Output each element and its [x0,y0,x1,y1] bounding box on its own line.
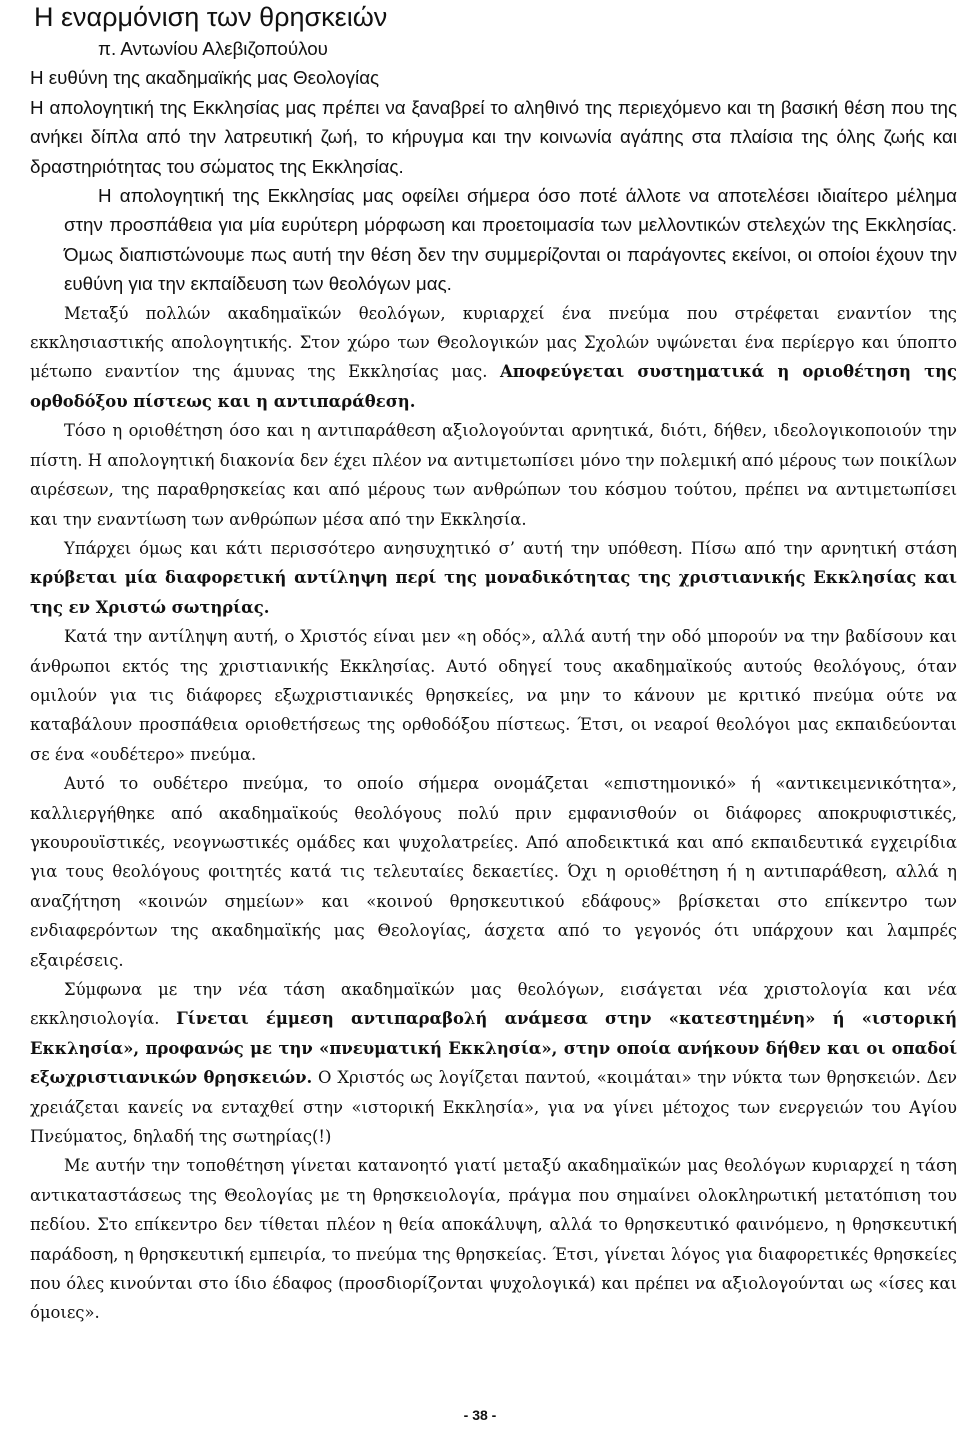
paragraph-8-bold: Γίνεται έμμεση αντιπαραβολή ανάμεσα στην «κατεστημένη» ή «ιστορική Εκκλησία», προφανώς με την «πνευματική Εκκλησία», στην οποία ανήκουν δήθεν και οι οπαδοί εξωχριστιανικών θρησκειών. [30,1009,957,1088]
paragraph-3-text: Μεταξύ πολλών ακαδημαϊκών θεολόγων, κυριαρχεί ένα πνεύμα που στρέφεται εναντίον της εκκλησιαστικής απολογητικής. Στον χώρο των Θεολογικών μας Σχολών υψώνεται ένα περίεργο και ύποπτο μέτωπο εναντίον της άμυνας της Εκκλησίας μας. [30,303,957,382]
paragraph-6: Κατά την αντίληψη αυτή, ο Χριστός είναι μεν «η οδός», αλλά αυτή την οδό μπορούν να την βαδίσουν και άνθρωποι εκτός της χριστιανικής Εκκλησίας. Αυτό οδηγεί τους ακαδημαϊκούς αυτούς θεολόγους, όταν ομιλούν για τις διάφορες εξωχριστιανικές θρησκείες, να μην το κάνουν με κριτικό πνεύμα ούτε να καταβάλουν προσπάθεια οριοθετήσεως της ορθοδόξου πίστεως. Έτσι, οι νεαροί θεολόγοι μας εκπαιδεύονται σε ένα «ουδέτερο» πνεύμα. [30,627,957,764]
paragraph-7: Αυτό το ουδέτερο πνεύμα, το οποίο σήμερα ονομάζεται «επιστημονικό» ή «αντικειμενικότητα», καλλιεργήθηκε από ακαδημαϊκούς θεολόγους πολύ πριν εμφανισθούν οι διάφορες αποκρυφιστικές, γκουρουϊστικές, νεογνωστικές ομάδες και ψυχολατρείες. Από αποδεικτικά και από εκπαιδευτικά εγχειρίδια για τους θεολόγους φοιτητές κατά τις τελευταίες δεκαετίες. Όχι η οριοθέτηση ή η αντιπαράθεση, αλλά η αναζήτηση «κοινών σημείων» και «κοινού θρησκευτικού εδάφους» βρίσκεται στο επίκεντρο των ενδιαφερόντων της ακαδημαϊκής μας Θεολογίας, άσχετα από το γεγονός ότι υπάρχουν και λαμπρές εξαιρέσεις. [30,774,957,970]
paragraph-9: Με αυτήν την τοποθέτηση γίνεται κατανοητό γιατί μεταξύ ακαδημαϊκών μας θεολόγων κυριαρχεί η τάση αντικαταστάσεως της Θεολογίας με τη θρησκειολογία, πράγμα που σημαίνει ολοκληρωτική μετατόπιση του πεδίου. Στο επίκεντρο δεν τίθεται πλέον η θεία αποκάλυψη, αλλά το θρησκευτικό φαινόμενο, η θρησκευτική παράδοση, η θρησκευτική εμπειρία, το πνεύμα της θρησκείας. Έτσι, γίνεται λόγος για διαφορετικές θρησκείες που όλες κινούνται στο ίδιο έδαφος (προσδιορίζονται ψυχολογικά) και πρέπει να αξιολογούνται ως «ίσες και όμοιες». [30,1156,957,1323]
paragraph-8-text: Σύμφωνα με την νέα τάση ακαδημαϊκών μας θεολόγων, εισάγεται νέα χριστολογία και νέα εκκλησιολογία. [30,980,957,1029]
paragraph-5 [30,534,957,622]
paragraph-1: Η απολογητική της Εκκλησίας μας πρέπει να ξαναβρεί το αληθινό της περιεχόμενο και τη βασική θέση που της ανήκει δίπλα από την λατρευτική ζωή, το κήρυγμα και την κοινωνία αγάπης στα πλαίσια της όλης ζωής και δραστηριότητας του σώματος της Εκκλησίας. [30,96,957,177]
paragraph-4: Τόσο η οριοθέτηση όσο και η αντιπαράθεση αξιολογούνται αρνητικά, διότι, δήθεν, ιδεολογικοποιούν την πίστη. Η απολογητική διακονία δεν έχει πλέον να αντιμετωπίσει μόνο την πολεμική από μέρους των ποικίλων αιρέσεων, της παραθρησκείας και από μέρους των ανθρώπων του κόσμου τούτου, πρέπει να αντιμετωπίσει και την εναντίωση των ανθρώπων μέσα από την Εκκλησία. [30,421,957,529]
paragraph-3-bold: Αποφεύγεται συστηματικά η οριοθέτηση της ορθοδόξου πίστεως και η αντιπαράθεση. [30,362,957,411]
page-number: - 38 - [463,1407,497,1423]
author-line: π. Αντωνίου Αλεβιζοπούλου [98,38,328,59]
paragraph-5-bold: κρύβεται μία διαφορετική αντίληψη περί της μοναδικότητας της χριστιανικής Εκκλησίας και της εν Χριστώ σωτηρίας. [30,568,957,617]
article-body [30,0,957,1328]
paragraph-5-text: Υπάρχει όμως και κάτι περισσότερο ανησυχητικό σ’ αυτή την υπόθεση. Πίσω από την αρνητική στάση [64,538,957,558]
paragraph-3 [30,299,957,417]
paragraph-2: Η απολογητική της Εκκλησίας μας οφείλει σήμερα όσο ποτέ άλλοτε να αποτελέσει ιδιαίτερο μέλημα στην προσπάθεια για μία ευρύτερη μόρφωση και προετοιμασία των μελλοντικών στελεχών της Εκκλησίας. Όμως διαπιστώνουμε πως αυτή την θέση δεν την συμμερίζονται οι παράγοντες εκείνοι, οι οποίοι έχουν την ευθύνη για την εκπαίδευση των θεολόγων μας. [64,185,957,295]
article-title: Η εναρμόνιση των θρησκειών [34,2,388,32]
section-subtitle: Η ευθύνη της ακαδημαϊκής μας Θεολογίας [30,67,380,89]
paragraph-8 [30,975,957,1151]
paragraph-8-tail: Ο Χριστός ως λογίζεται παντού, «κοιμάται» την νύκτα των θρησκειών. Δεν χρειάζεται κανείς να ενταχθεί στην «ιστορική Εκκλησία», για να γίνει μέτοχος των ενεργειών του Αγίου Πνεύματος, δηλαδή της σωτηρίας(!) [30,1068,957,1147]
